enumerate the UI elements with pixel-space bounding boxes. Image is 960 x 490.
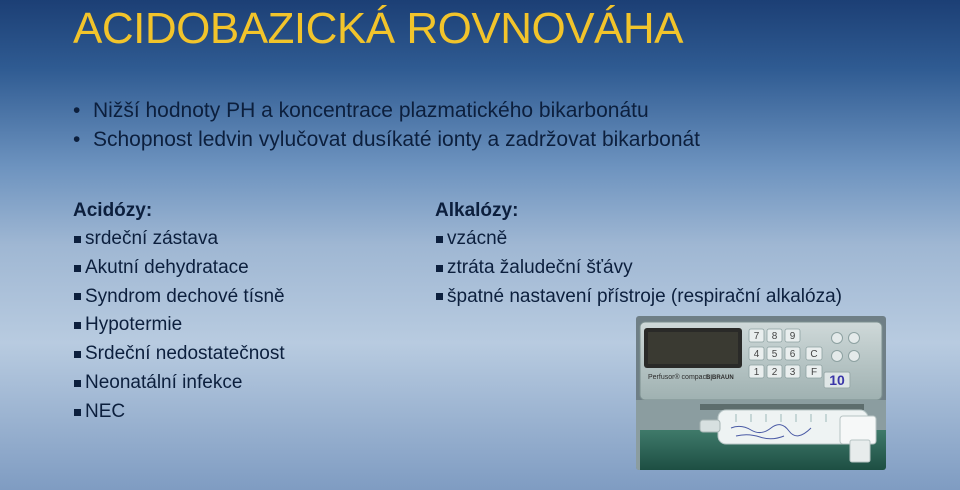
square-bullet-icon [74, 351, 81, 358]
pump-brand-label: Perfusor® compact [648, 374, 709, 381]
acidosis-item-text: Akutní dehydratace [85, 256, 249, 278]
bullet-item: • Schopnost ledvin vylučovat dusíkaté ionty a zadržovat bikarbonát [73, 125, 700, 154]
square-bullet-icon [74, 293, 81, 300]
acidosis-item-text: Hypotermie [85, 314, 183, 336]
acidosis-item [73, 283, 285, 312]
acidosis-item [73, 369, 285, 398]
square-bullet-icon [74, 236, 81, 243]
acidosis-heading: Acidózy: [73, 200, 153, 221]
alkalosis-item [435, 225, 842, 254]
keypad-key: 1 [753, 367, 760, 378]
slide-title: ACIDOBAZICKÁ ROVNOVÁHA [73, 4, 684, 53]
pump-number: 10 [829, 372, 845, 388]
acidosis-item-text: Syndrom dechové tísně [85, 285, 285, 307]
keypad-key: F [810, 367, 818, 378]
keypad-key: C [810, 349, 818, 360]
keypad-key: 6 [789, 349, 796, 360]
acidosis-item-text: NEC [85, 400, 126, 422]
square-bullet-icon [74, 409, 81, 416]
infusion-pump-photo [636, 316, 886, 470]
acidosis-item [73, 340, 285, 369]
alkalosis-item [435, 254, 842, 283]
square-bullet-icon [74, 322, 81, 329]
square-bullet-icon [436, 293, 443, 300]
acidosis-item [73, 398, 285, 427]
acidosis-item-text: Neonatální infekce [85, 371, 243, 393]
acidosis-item [73, 225, 285, 254]
alkalosis-item-text: ztráta žaludeční šťávy [447, 256, 633, 278]
acidosis-item [73, 311, 285, 340]
alkalosis-item [435, 283, 842, 312]
acidosis-item [73, 254, 285, 283]
alkalosis-heading: Alkalózy: [435, 200, 519, 221]
acidosis-item-text: Srdeční nedostatečnost [85, 343, 285, 365]
square-bullet-icon [74, 380, 81, 387]
alkalosis-item-text: vzácně [447, 228, 508, 249]
bullet-list [73, 96, 700, 154]
bullet-item: • Nižší hodnoty PH a koncentrace plazmatického bikarbonátu [73, 96, 700, 125]
square-bullet-icon [436, 236, 443, 243]
alkalosis-item-text: špatné nastavení přístroje (respirační alkalóza) [447, 285, 842, 307]
keypad-key: 5 [771, 349, 778, 360]
square-bullet-icon [436, 265, 443, 272]
square-bullet-icon [74, 265, 81, 272]
pump-maker-label: B|BRAUN [706, 375, 734, 381]
keypad-key: 8 [771, 331, 778, 342]
acidosis-column [73, 197, 285, 427]
alkalosis-column [435, 197, 842, 311]
acidosis-item-text: srdeční zástava [85, 228, 219, 249]
keypad-key: 7 [753, 331, 760, 342]
keypad-key: 2 [771, 367, 778, 378]
keypad-key: 3 [789, 367, 796, 378]
keypad-key: 4 [753, 349, 760, 360]
keypad-key: 9 [789, 331, 796, 342]
